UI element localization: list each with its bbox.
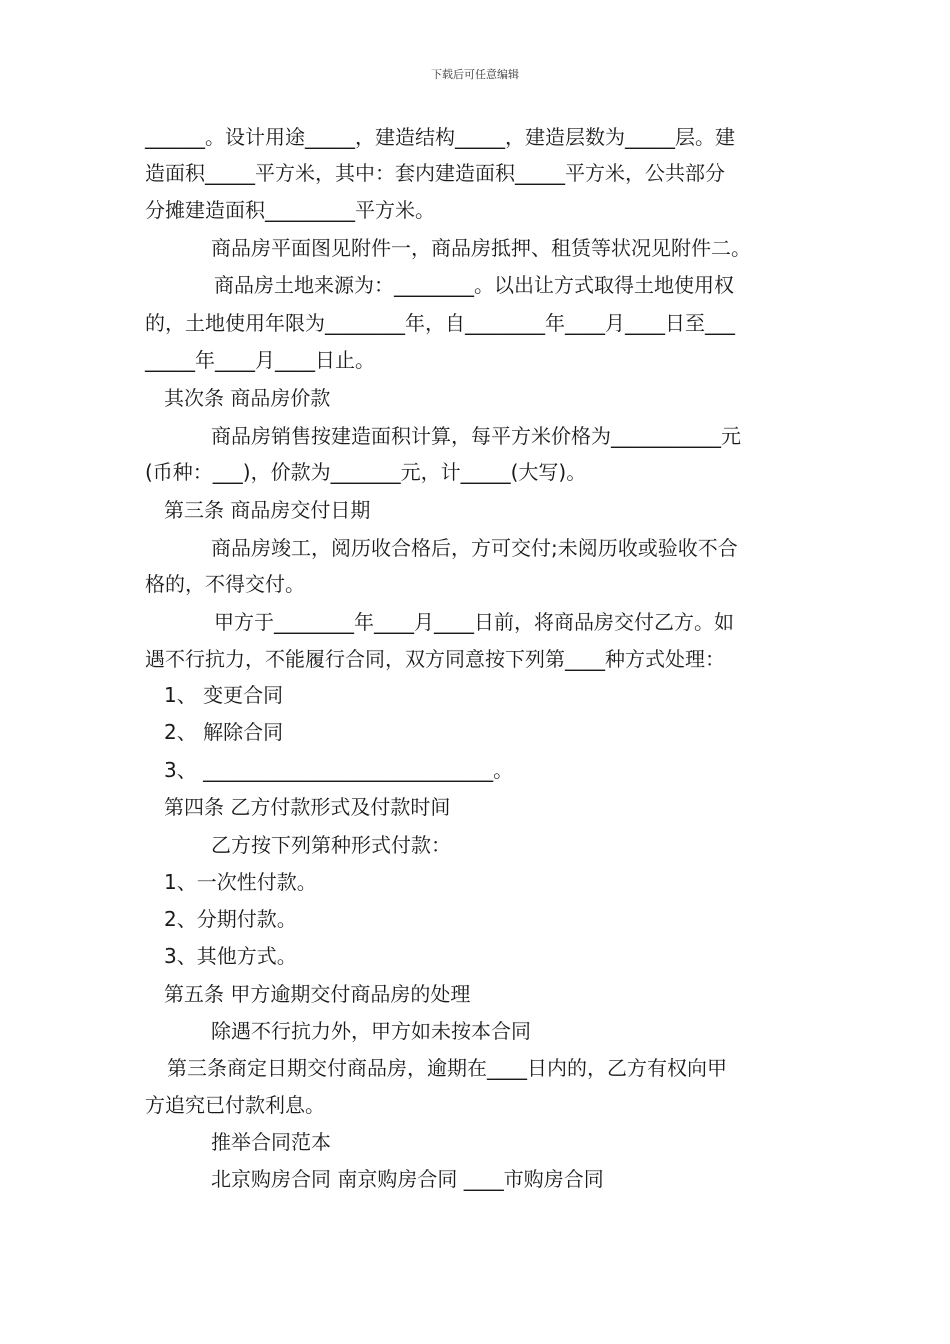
text-line: 格的，不得交付。 [145,572,305,596]
text-line: 遇不行抗力，不能履行合同，双方同意按下列第____种方式处理： [145,647,725,671]
list-item: 1、一次性付款。 [164,870,317,894]
text-line: 分摊建造面积_________平方米。 [145,198,435,222]
text-line: 第三条商定日期交付商品房，逾期在____日内的，乙方有权向甲 [167,1056,727,1080]
text-line: 方追究已付款利息。 [145,1093,325,1117]
text-line: ______。设计用途_____，建造结构_____，建造层数为_____层。建 [145,125,735,149]
page-header: 下载后可任意编辑 [431,68,519,81]
section-heading: 其次条 商品房价款 [164,386,331,410]
list-item: 1、 变更合同 [164,683,284,707]
section-heading: 第四条 乙方付款形式及付款时间 [164,795,451,819]
list-item: 3、 _____________________________。 [164,758,514,782]
text-line: 乙方按下列第种形式付款： [211,833,451,857]
text-line: (币种：___)，价款为_______元，计_____(大写)。 [145,460,587,484]
list-item: 2、分期付款。 [164,907,297,931]
text-line: 商品房竣工，阅历收合格后，方可交付;未阅历收或验收不合 [211,536,738,560]
list-item: 3、其他方式。 [164,944,297,968]
text-line: 商品房销售按建造面积计算，每平方米价格为___________元 [211,424,741,448]
text-line: 商品房平面图见附件一，商品房抵押、租赁等状况见附件二。 [211,236,751,260]
list-item: 2、 解除合同 [164,720,284,744]
text-line: 甲方于________年____月____日前，将商品房交付乙方。如 [214,610,734,634]
text-line: _____年____月____日止。 [145,348,375,372]
section-heading: 推举合同范本 [211,1130,331,1154]
section-heading: 第三条 商品房交付日期 [164,498,371,522]
text-line: 除遇不行抗力外，甲方如未按本合同 [211,1019,531,1043]
section-heading: 第五条 甲方逾期交付商品房的处理 [164,982,471,1006]
text-line: 造面积_____平方米，其中：套内建造面积_____平方米，公共部分 [145,161,725,185]
text-line: 北京购房合同 南京购房合同 ____市购房合同 [211,1167,604,1191]
text-line: 的，土地使用年限为________年，自________年____月____日至___ [145,311,735,335]
text-line: 商品房土地来源为：________。以出让方式取得土地使用权 [214,273,734,297]
